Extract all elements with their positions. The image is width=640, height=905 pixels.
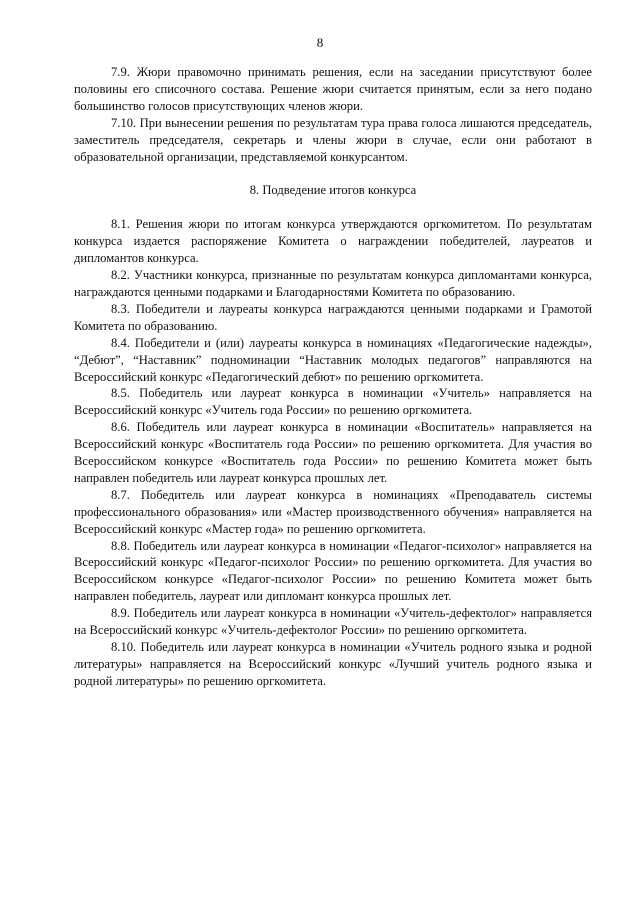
paragraph-8-3: 8.3. Победители и лауреаты конкурса награждаются ценными подарками и Грамотой Комитета по образованию.: [74, 301, 592, 333]
section-title: 8. Подведение итогов конкурса: [249, 183, 417, 198]
paragraph-8-1: 8.1. Решения жюри по итогам конкурса утверждаются оргкомитетом. По результатам конкурса издается распоряжение Комитета о награждении победителей, лауреатов и дипломантов конкурса.: [74, 217, 592, 266]
paragraph-8-9: 8.9. Победитель или лауреат конкурса в номинации «Учитель-дефектолог» направляется на Всероссийский конкурс «Учитель-дефектолог России» по решению оргкомитета.: [74, 606, 592, 638]
paragraph-8-4: 8.4. Победители и (или) лауреаты конкурса в номинациях «Педагогические надежды», “Дебют”, “Наставник” подноминации “Наставник молодых педагогов” направляются на Всероссийский конкурс «Педагогический дебют» по решению оргкомитета.: [74, 335, 592, 384]
paragraph-8-2: 8.2. Участники конкурса, признанные по результатам конкурса дипломантами конкурса, награждаются ценными подарками и Благодарностями Комитета по образованию.: [74, 268, 592, 299]
paragraph-7-9: 7.9. Жюри правомочно принимать решения, если на заседании присутствуют более половины его списочного состава. Решение жюри считается принятым, если за него подано большинство голосов присутствующих членов жюри.: [74, 65, 592, 113]
paragraph-8-10: 8.10. Победитель или лауреат конкурса в номинации «Учитель родного языка и родной литературы» направляется на Всероссийский конкурс «Лучший учитель родного языка и родной литературы» по решению оргкомитета.: [74, 640, 592, 688]
paragraph-8-7: 8.7. Победитель или лауреат конкурса в номинациях «Преподаватель системы профессионального образования» или «Мастер производственного обучения» направляется на Всероссийский конкурс «Мастер года» по решению оргкомитета.: [74, 487, 592, 536]
paragraph-8-6: 8.6. Победитель или лауреат конкурса в номинации «Воспитатель» направляется на Всероссийский конкурс «Воспитатель года России» по решению оргкомитета. Для участия во Всероссийском конкурсе «Воспитатель года России» по решению Комитета может быть направлен победитель или лауреат конкурса прошлых лет.: [74, 420, 592, 485]
paragraph-7-10: 7.10. При вынесении решения по результатам тура права голоса лишаются председатель, заместитель председателя, секретарь и члены жюри в случае, если они работают в образовательной организации, представляемой конкурсантом.: [74, 115, 592, 164]
paragraph-8-8: 8.8. Победитель или лауреат конкурса в номинации «Педагог-психолог» направляется на Всероссийский конкурс «Педагог-психолог России» по решению оргкомитета. Для участия во Всероссийском конкурсе «Педагог-психолог России» по решению Комитета может быть направлен победитель, лауреат или дипломант конкурса прошлых лет.: [74, 538, 592, 604]
page-number: 8: [316, 35, 324, 50]
document-body: [74, 64, 592, 690]
paragraph-8-5: 8.5. Победитель или лауреат конкурса в номинации «Учитель» направляется на Всероссийский конкурс «Учитель года России» по решению оргкомитета.: [74, 386, 592, 418]
